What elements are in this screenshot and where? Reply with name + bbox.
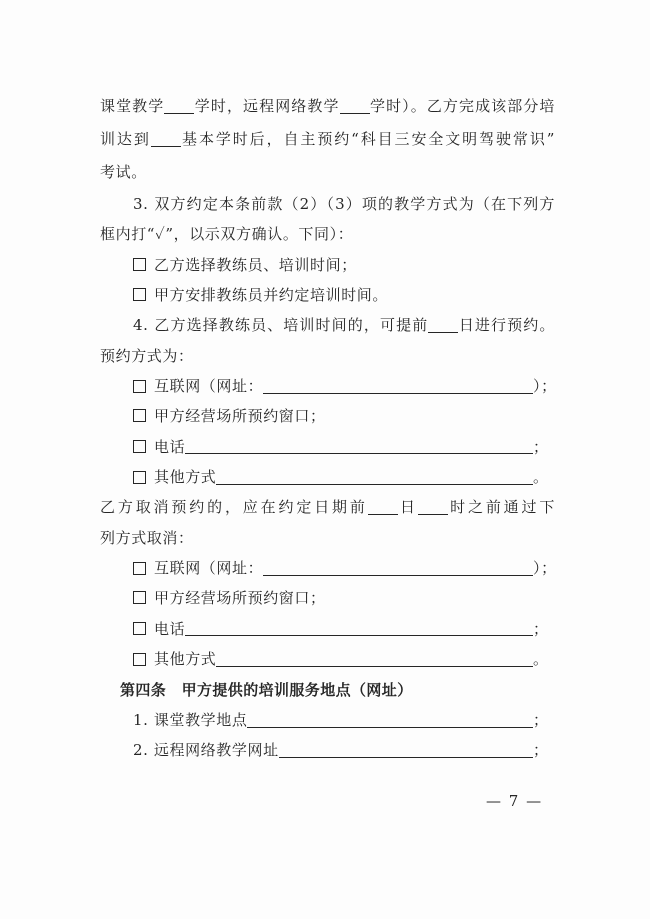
text-line-exam: 考试。 (100, 163, 147, 181)
checkbox-icon (133, 258, 146, 271)
text-segment: 乙方取消预约的，应在约定日期前 (100, 498, 368, 517)
text-segment: 时之前通过下 (447, 498, 555, 517)
method-label: 甲方经营场所预约窗口； (154, 589, 326, 608)
blank-field (151, 146, 181, 147)
blank-field (263, 575, 533, 576)
checkbox-icon (133, 380, 146, 393)
text-line-basic-hours (100, 123, 555, 156)
blank-field (185, 635, 533, 636)
cancel-method-window (100, 583, 555, 613)
item4-line2: 预约方式为： (100, 346, 194, 365)
method-label: 其他方式 (154, 468, 217, 487)
blank-field (247, 727, 533, 728)
blank-field (418, 514, 448, 515)
checkbox-icon (133, 440, 146, 453)
text-segment: 学时）。乙方完成该部分培 (369, 97, 555, 115)
text-segment: 日进行预约。 (458, 316, 555, 335)
booking-method-phone: 电话 ； (100, 432, 533, 462)
blank-field (185, 453, 533, 454)
method-label: 甲方经营场所预约窗口； (154, 407, 326, 426)
option-row-student-chooses (100, 250, 555, 280)
item3-line1: 3. 双方约定本条前款（2）（3）项的教学方式为（在下列方 (133, 195, 555, 213)
text-segment: 日 (397, 498, 418, 517)
blank-field (216, 666, 533, 667)
cancel-method-internet: 互联网（网址： ）； (100, 553, 533, 583)
checkbox-icon (133, 622, 146, 635)
page-number: — 7 — (486, 792, 542, 810)
checkbox-icon (133, 471, 146, 484)
checkbox-icon (133, 653, 146, 666)
checkbox-icon (133, 409, 146, 422)
text-line-study-hours (100, 90, 555, 123)
blank-field (340, 113, 370, 114)
cancel-line2: 列方式取消： (100, 528, 194, 547)
article4-item-classroom: 1. 课堂教学地点 ； (100, 705, 533, 735)
booking-method-internet: 互联网（网址： ）； (100, 371, 533, 401)
article4-heading: 第四条 甲方提供的培训服务地点（网址） (120, 680, 413, 699)
text-segment: 4. 乙方选择教练员、培训时间的，可提前 (133, 316, 429, 335)
blank-field (263, 393, 533, 394)
option-label: 乙方选择教练员、培训时间； (154, 255, 357, 274)
page-body (100, 90, 555, 766)
cancel-method-other: 其他方式 。 (100, 644, 533, 674)
text-segment: 学时，远程网络教学 (194, 97, 340, 115)
cancel-line1 (100, 492, 555, 522)
blank-field (368, 514, 398, 515)
item-label: 2. 远程网络教学网址 (133, 741, 279, 760)
text-segment: 训达到 (100, 130, 151, 148)
method-label: 电话 (154, 619, 186, 638)
blank-field (216, 484, 533, 485)
method-label: 电话 (154, 437, 186, 456)
checkbox-icon (133, 562, 146, 575)
item-label: 1. 课堂教学地点 (133, 710, 248, 729)
blank-field (428, 332, 458, 333)
booking-method-other: 其他方式 。 (100, 462, 533, 492)
item4-line1 (100, 310, 555, 340)
cancel-method-phone: 电话 ； (100, 614, 533, 644)
method-label: 其他方式 (154, 650, 217, 669)
checkbox-icon (133, 288, 146, 301)
item3-line2: 框内打“✓”，以示双方确认。下同）： (100, 225, 354, 244)
text-segment: 课堂教学 (100, 97, 165, 115)
option-label: 甲方安排教练员并约定培训时间。 (154, 286, 389, 305)
option-row-school-arranges (100, 280, 555, 310)
article4-item-online: 2. 远程网络教学网址 ； (100, 735, 533, 765)
blank-field (279, 757, 533, 758)
method-label: 互联网（网址： (154, 377, 264, 396)
checkbox-icon (133, 591, 146, 604)
blank-field (164, 113, 194, 114)
text-segment: 基本学时后，自主预约“科目三安全文明驾驶常识” (180, 130, 555, 148)
method-label: 互联网（网址： (154, 559, 264, 578)
booking-method-window (100, 401, 555, 431)
